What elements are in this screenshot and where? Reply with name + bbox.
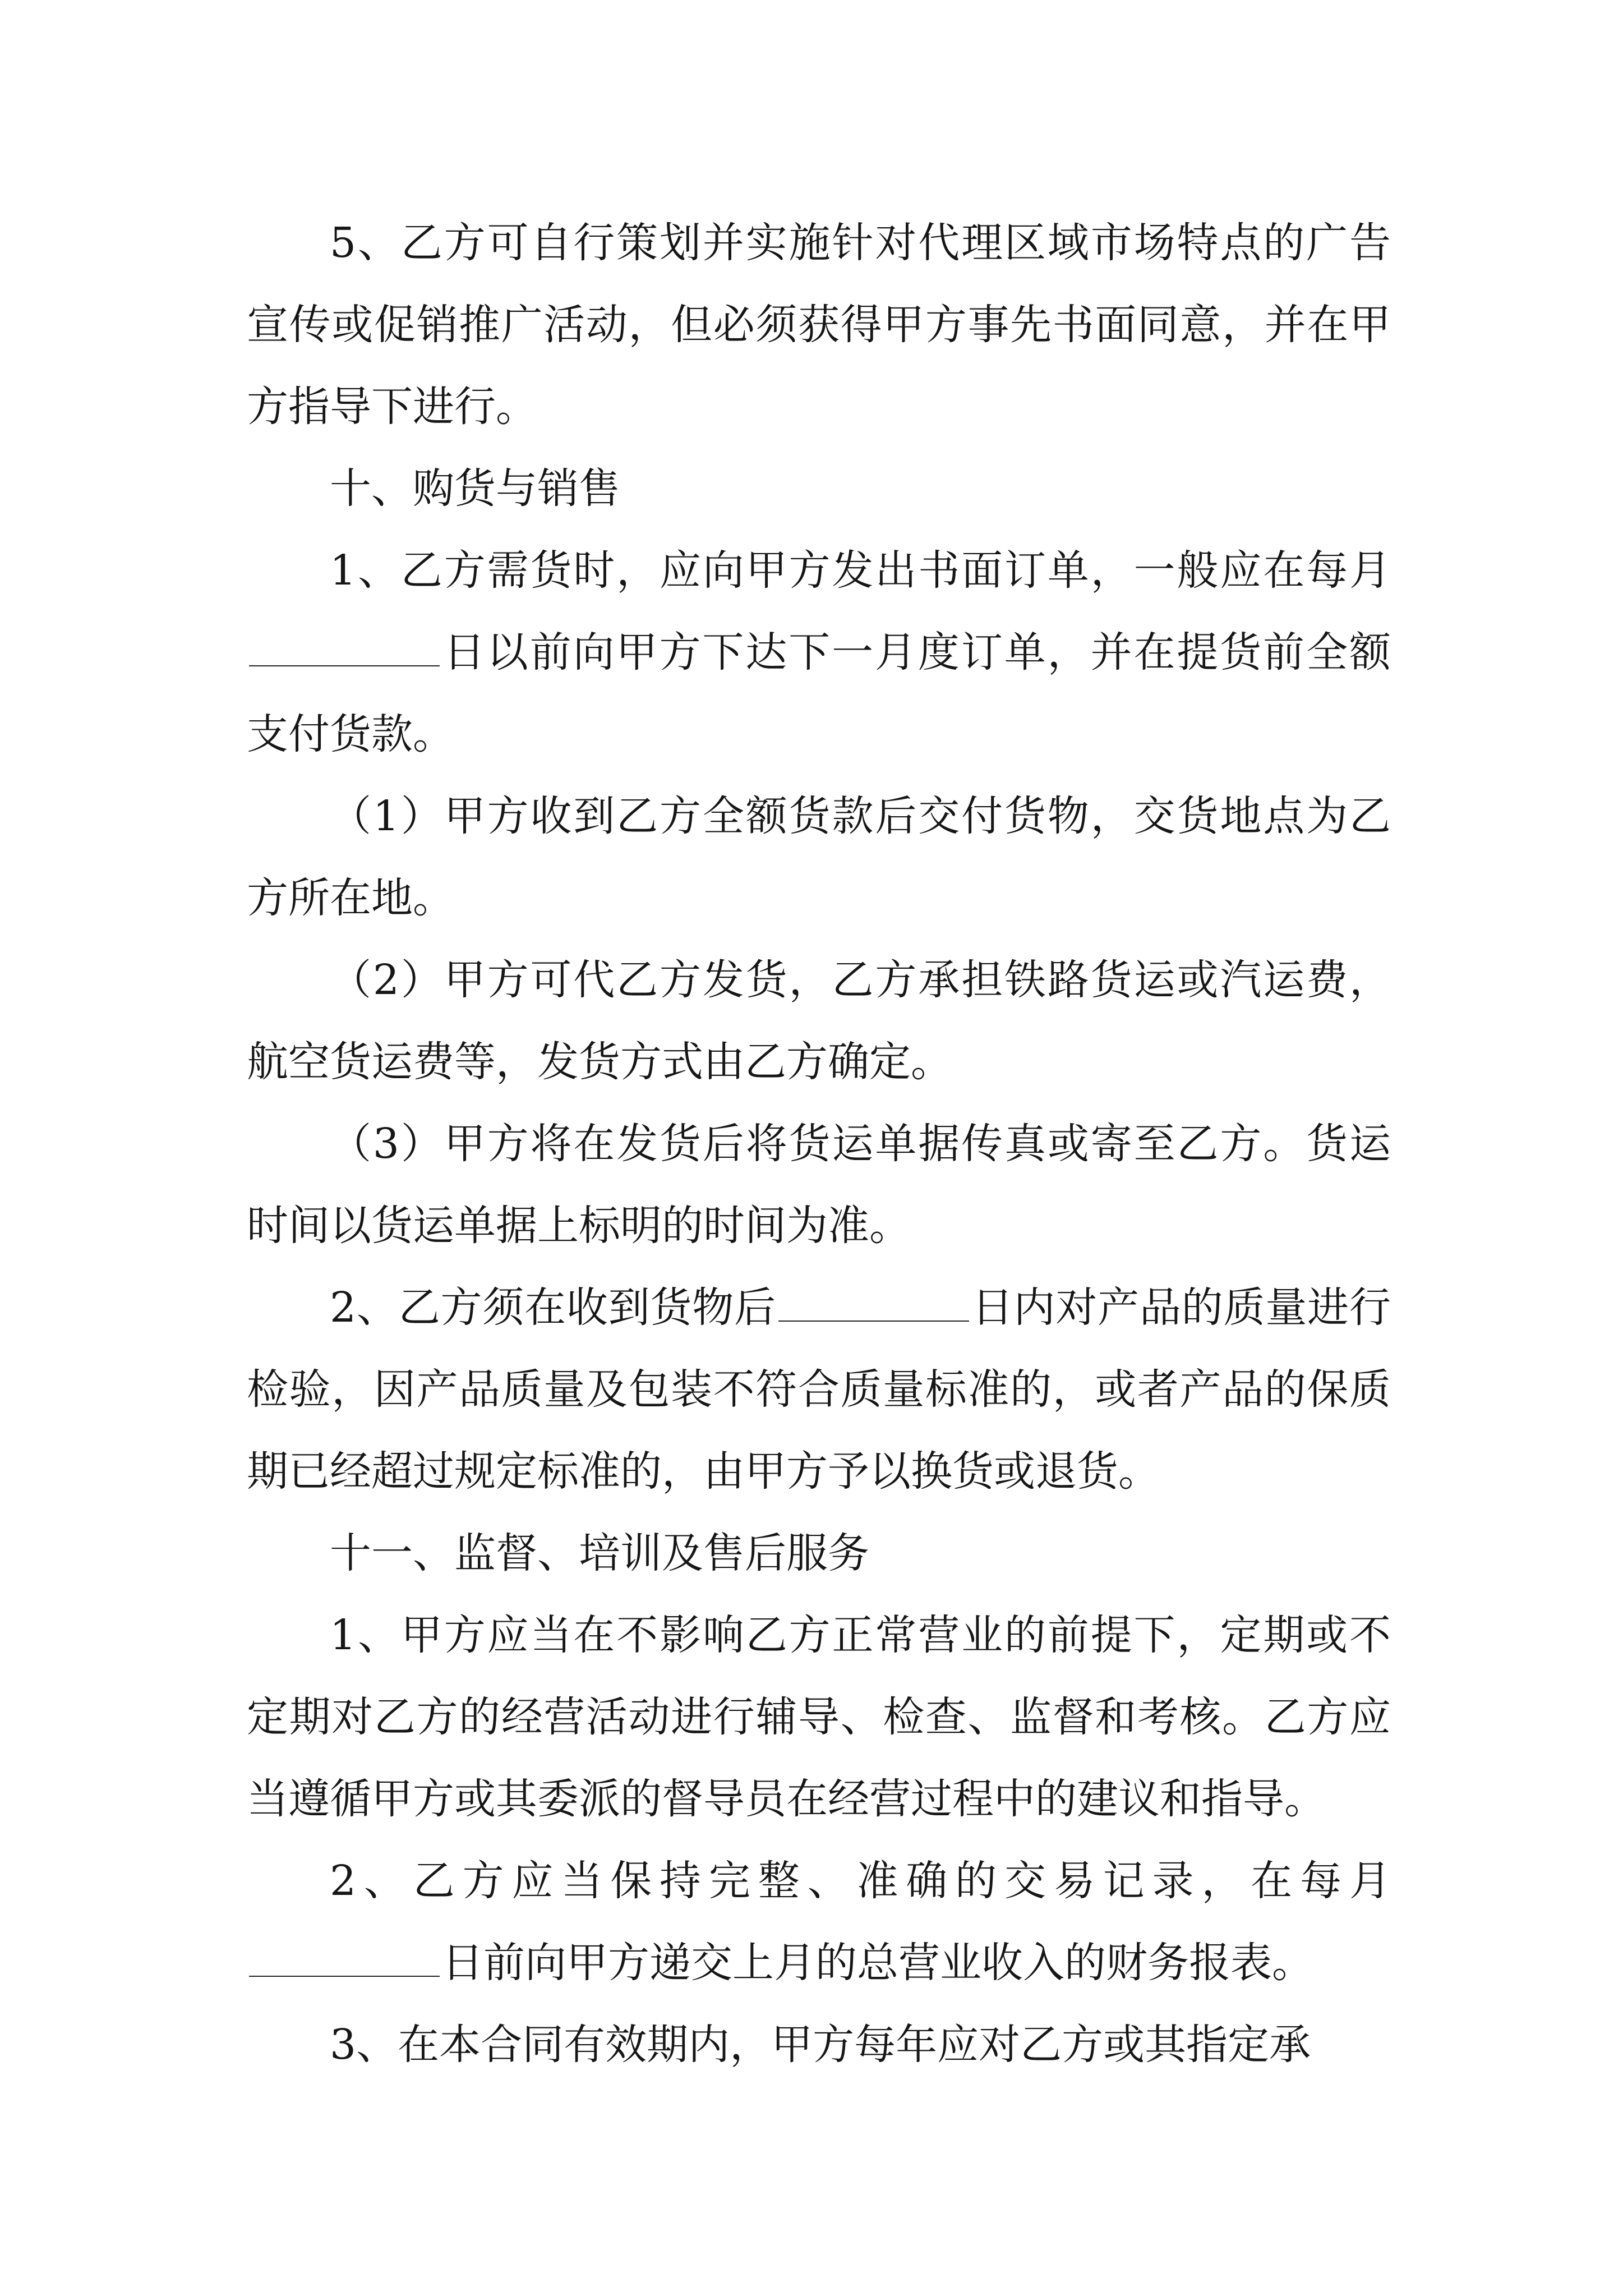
clause-text: （3）甲方将在发货后将货运单据传真或寄至乙方。货运时间以货运单据上标明的时间为准。: [247, 1120, 1391, 1250]
document-page: [247, 202, 1391, 2086]
paragraph-inspection-clause: [247, 1267, 1391, 1512]
clause-text: 3、在本合同有效期内，甲方每年应对乙方或其指定承: [330, 2021, 1311, 2069]
paragraph-delivery-item-1: [247, 775, 1391, 939]
paragraph-advertising-clause: [247, 202, 1391, 448]
paragraph-annual-clause: [247, 2004, 1391, 2086]
heading-text: 十、购货与销售: [330, 464, 620, 513]
heading-text: 十一、监督、培训及售后服务: [330, 1529, 869, 1577]
paragraph-order-clause: [247, 530, 1391, 775]
paragraph-delivery-item-2: [247, 939, 1391, 1103]
paragraph-supervision-clause: [247, 1594, 1391, 1840]
paragraph-delivery-item-3: [247, 1103, 1391, 1267]
section-heading-supervision: [247, 1512, 1391, 1594]
fill-in-blank: [249, 628, 440, 666]
clause-text: 5、乙方可自行策划并实施针对代理区域市场特点的广告宣传或促销推广活动，但必须获得甲方事先书面同意，并在甲方指导下进行。: [247, 219, 1391, 431]
fill-in-blank: [778, 1283, 969, 1322]
paragraph-records-clause: [247, 1840, 1391, 2004]
clause-text: 1、乙方需货时，应向甲方发出书面订单，一般应在每月: [330, 546, 1391, 595]
clause-text: 2、乙方应当保持完整、准确的交易记录，在每月: [330, 1857, 1391, 1905]
section-heading-purchase-sales: [247, 448, 1391, 530]
clause-text: 日内对产品的质量进行检验，因产品质量及包装不符合质量标准的，或者产品的保质期已经超过规定标准的，由甲方予以换货或退货。: [247, 1283, 1391, 1496]
clause-text: 日前向甲方递交上月的总营业收入的财务报表。: [442, 1939, 1313, 1987]
clause-text: 日以前向甲方下达下一月度订单，并在提货前全额支付货款。: [247, 628, 1391, 758]
clause-text: （1）甲方收到乙方全额货款后交付货物，交货地点为乙方所在地。: [247, 792, 1391, 922]
clause-text: 1、甲方应当在不影响乙方正常营业的前提下，定期或不定期对乙方的经营活动进行辅导、检查、监督和考核。乙方应当遵循甲方或其委派的督导员在经营过程中的建议和指导。: [247, 1611, 1391, 1823]
fill-in-blank: [249, 1938, 440, 1977]
clause-text: （2）甲方可代乙方发货，乙方承担铁路货运或汽运费，航空货运费等，发货方式由乙方确定。: [247, 956, 1391, 1086]
clause-text: 2、乙方须在收到货物后: [330, 1283, 776, 1332]
